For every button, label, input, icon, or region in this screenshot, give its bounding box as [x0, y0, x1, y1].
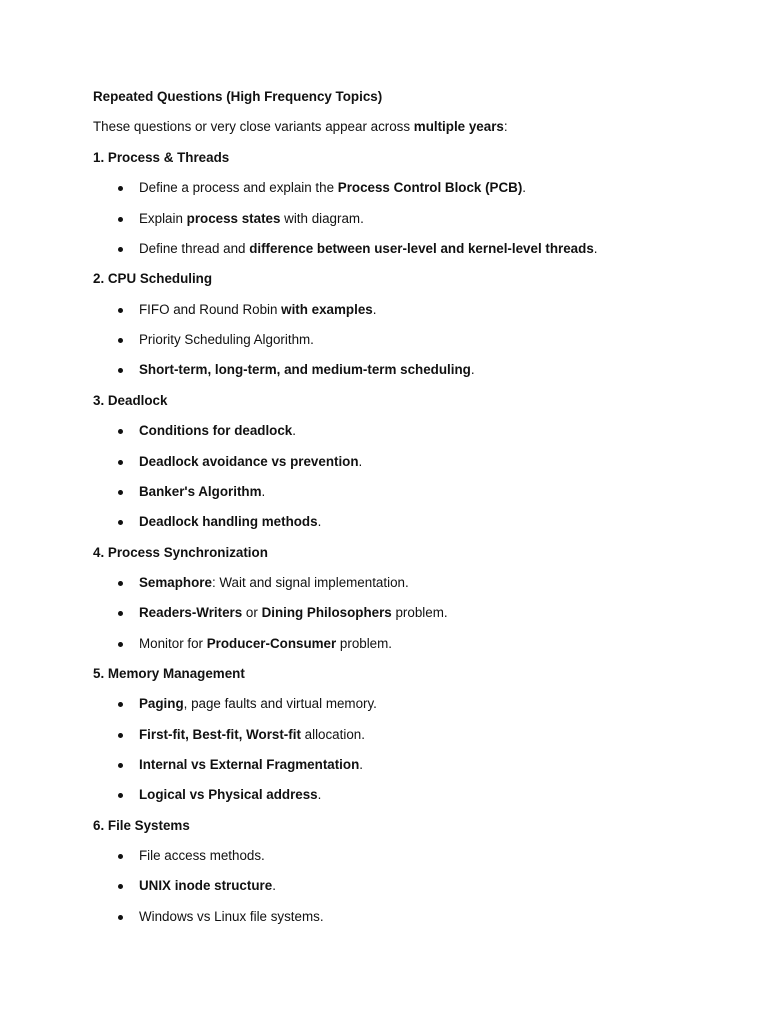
text-run: :: [503, 119, 508, 134]
list-item: [139, 241, 598, 257]
text-run: Windows vs Linux file systems.: [139, 908, 324, 924]
bullet-icon: [118, 490, 123, 495]
text-run: .: [372, 301, 377, 317]
text-run: .: [470, 362, 475, 378]
list-item: [139, 636, 392, 652]
bold-text: Deadlock handling methods: [139, 514, 318, 530]
list-item: [139, 180, 526, 196]
list-item: [139, 878, 276, 894]
bold-text: UNIX inode structure: [139, 878, 273, 894]
list-item: [139, 909, 324, 925]
text-run: Define a process and explain the: [139, 180, 338, 196]
bullet-icon: [118, 186, 123, 191]
text-run: Define thread and: [139, 241, 250, 257]
text-run: File access methods.: [139, 848, 265, 864]
text-run: Priority Scheduling Algorithm.: [139, 332, 314, 348]
bullet-icon: [118, 247, 123, 252]
bullet-icon: [118, 702, 123, 707]
list-item: [139, 514, 321, 530]
bullet-icon: [118, 611, 123, 616]
bullet-icon: [118, 915, 123, 920]
list-item: [139, 484, 265, 500]
bold-text: with examples: [281, 301, 373, 317]
bold-text: Banker's Algorithm: [139, 483, 262, 499]
text-run: : Wait and signal implementation.: [211, 574, 409, 590]
list-item: [139, 454, 362, 470]
text-run: .: [261, 483, 266, 499]
list-item: [139, 757, 363, 773]
text-run: .: [272, 878, 276, 894]
bullet-icon: [118, 429, 123, 434]
text-run: problem.: [391, 605, 448, 621]
list-item: [139, 362, 475, 378]
section-heading: [93, 545, 268, 561]
text-run: , page faults and virtual memory.: [183, 696, 377, 712]
section-heading-text: 3. Deadlock: [93, 392, 168, 408]
bold-text: multiple years: [413, 119, 504, 134]
bold-text: difference between user-level and kernel-level threads: [249, 241, 594, 257]
section-heading: [93, 150, 229, 166]
text-run: with diagram.: [280, 210, 364, 226]
bold-text: Short-term, long-term, and medium-term scheduling: [139, 362, 471, 378]
bold-text: Deadlock avoidance vs prevention: [139, 453, 359, 469]
list-item: [139, 575, 409, 591]
list-item: [139, 211, 364, 227]
bullet-icon: [118, 854, 123, 859]
bold-text: Conditions for deadlock: [139, 423, 293, 439]
text-run: .: [317, 787, 322, 803]
section-heading: [93, 818, 190, 834]
section-heading: [93, 666, 245, 682]
list-item: [139, 605, 448, 621]
list-item: [139, 727, 365, 743]
text-run: .: [522, 180, 527, 196]
list-item: [139, 423, 296, 439]
bullet-icon: [118, 520, 123, 525]
text-run: .: [359, 757, 363, 772]
text-run: FIFO and Round Robin: [139, 301, 282, 317]
section-heading-text: 5. Memory Management: [93, 665, 245, 681]
bold-text: Dining Philosophers: [261, 605, 392, 621]
bold-text: Internal vs External Fragmentation: [139, 757, 360, 772]
bullet-icon: [118, 884, 123, 889]
list-item: [139, 302, 376, 318]
bullet-icon: [118, 460, 123, 465]
bold-text: Process Control Block (PCB): [337, 180, 523, 196]
text-run: .: [358, 453, 363, 469]
bold-text: Semaphore: [139, 574, 212, 590]
intro-text: [93, 119, 508, 135]
section-heading-text: 2. CPU Scheduling: [93, 271, 213, 287]
text-run: .: [317, 514, 322, 530]
section-heading: [93, 271, 212, 287]
bullet-icon: [118, 642, 123, 647]
bullet-icon: [118, 793, 123, 798]
bullet-icon: [118, 763, 123, 768]
bullet-icon: [118, 581, 123, 586]
text-run: .: [593, 241, 598, 257]
list-item: [139, 696, 377, 712]
bold-text: Logical vs Physical address: [139, 787, 318, 803]
bold-text: Readers-Writers: [139, 605, 243, 621]
bold-text: process states: [186, 210, 281, 226]
text-run: problem.: [336, 635, 393, 651]
section-heading-text: 4. Process Synchronization: [93, 544, 268, 560]
bold-text: First-fit, Best-fit, Worst-fit: [139, 726, 301, 742]
list-item: [139, 332, 314, 348]
section-heading: [93, 393, 167, 409]
bold-text: Paging: [139, 696, 184, 712]
bullet-icon: [118, 217, 123, 222]
bullet-icon: [118, 368, 123, 373]
list-item: [139, 848, 265, 864]
text-run: Explain: [139, 210, 187, 226]
bullet-icon: [118, 733, 123, 738]
text-run: These questions or very close variants appear across: [93, 119, 414, 134]
bullet-icon: [118, 308, 123, 313]
page-title: Repeated Questions (High Frequency Topics): [93, 89, 383, 104]
section-heading-text: 6. File Systems: [93, 817, 190, 833]
section-heading-text: 1. Process & Threads: [93, 150, 230, 165]
text-run: .: [292, 423, 296, 439]
bullet-icon: [118, 338, 123, 343]
bold-text: Producer-Consumer: [206, 635, 337, 651]
text-run: allocation.: [300, 726, 365, 742]
text-run: or: [242, 605, 262, 621]
list-item: [139, 787, 321, 803]
text-run: Monitor for: [139, 635, 207, 651]
